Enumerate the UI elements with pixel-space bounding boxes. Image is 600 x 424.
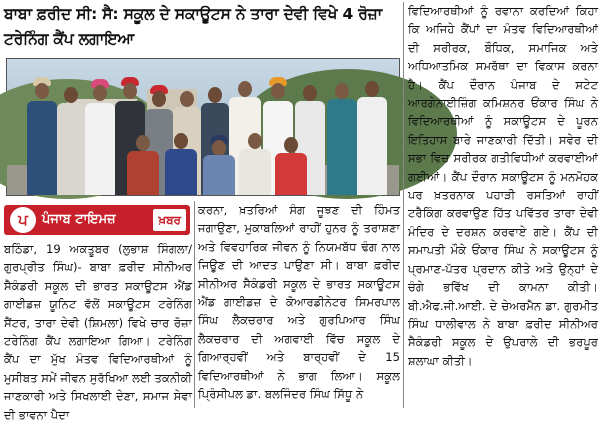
person-figure	[85, 79, 115, 195]
person-figure	[165, 133, 197, 195]
person-figure	[203, 135, 235, 195]
news-tag: ਖ਼ਬਰ	[153, 209, 186, 231]
publication-banner	[4, 205, 190, 235]
person-figure	[57, 83, 85, 195]
column-divider	[403, 2, 404, 408]
article-column-1: ਬਠਿੰਡਾ, 19 ਅਕਤੂਬਰ (ਲੁਭਾਸ਼ ਸਿੰਗਲਾ/ਗੁਰਪ੍ਰੀਤ ਸਿੰਘ)- ਬਾਬਾ ਫ਼ਰੀਦ ਸੀਨੀਅਰ ਸੈਕੰਡਰੀ ਸਕੂਲ ਦੀ ਭਾਰਤ ਸਕਾਊਟਸ ਐਂਡ ਗਾਈਡਜ਼ ਯੂਨਿਟ ਵੱਲੋਂ ਸਕਾਊਟਸ ਟਰੇਨਿੰਗ ਸੈਂਟਰ, ਤਾਰਾ ਦੇਵੀ (ਸ਼ਿਮਲਾ) ਵਿਖੇ ਚਾਰ ਰੋਜ਼ਾ ਟਰੇਨਿੰਗ ਕੈਂਪ ਲਗਾਇਆ ਗਿਆ। ਟਰੇਨਿੰਗ ਕੈਂਪ ਦਾ ਮੁੱਖ ਮੰਤਵ ਵਿਦਿਆਰਥੀਆਂ ਨੂੰ ਮੁਸੀਬਤ ਸਮੇਂ ਜੀਵਨ ਸੁਰੱਖਿਆ ਲਈ ਤਕਨੀਕੀ ਜਾਣਕਾਰੀ ਅਤੇ ਸਿਖਲਾਈ ਦੇਣਾ, ਸਮਾਜ ਸੇਵਾ ਦੀ ਭਾਵਨਾ ਪੈਦਾ	[4, 242, 192, 422]
column-divider	[194, 201, 195, 408]
article-column-2: ਕਰਨਾ, ਖ਼ਤਰਿਆਂ ਸੰਗ ਜੂਝਣ ਦੀ ਹਿੰਮਤ ਜਗਾਉਣਾ, ਮੁਕਾਬਲਿਆਂ ਰਾਹੀਂ ਹੁਨਰ ਨੂੰ ਤਰਾਸ਼ਣਾ ਅਤੇ ਵਿਵਹਾਰਿਕ ਜੀਵਨ ਨੂੰ ਨਿਯਮਬੱਧ ਢੰਗ ਨਾਲ ਜਿਊਣ ਦੀ ਆਦਤ ਪਾਉਣਾ ਸੀ। ਬਾਬਾ ਫ਼ਰੀਦ ਸੀਨੀਅਰ ਸੈਕੰਡਰੀ ਸਕੂਲ ਦੇ ਭਾਰਤ ਸਕਾਊਟਸ ਐਂਡ ਗਾਈਡਜ਼ ਦੇ ਕੋਆਰਡੀਨੇਟਰ ਸਿਮਰਪਾਲ ਸਿੰਘ ਲੈਕਚਰਾਰ ਅਤੇ ਗੁਰਪਿਆਰ ਸਿੰਘ ਲੈਕਚਰਾਰ ਦੀ ਅਗਵਾਈ ਵਿੱਚ ਸਕੂਲ ਦੇ ਗਿਆਰ੍ਹਵੀਂ ਅਤੇ ਬਾਰ੍ਹਵੀਂ ਦੇ 15 ਵਿਦਿਆਰਥੀਆਂ ਨੇ ਭਾਗ ਲਿਆ। ਸਕੂਲ ਪ੍ਰਿੰਸੀਪਲ ਡਾ. ਬਲਜਿੰਦਰ ਸਿੰਘ ਸਿੱਧੂ ਨੇ	[198, 203, 400, 402]
person-figure	[357, 77, 387, 195]
article-column-3: ਵਿਦਿਆਰਥੀਆਂ ਨੂੰ ਰਵਾਨਾ ਕਰਦਿਆਂ ਕਿਹਾ ਕਿ ਅਜਿਹੇ ਕੈਂਪਾਂ ਦਾ ਮੰਤਵ ਵਿਦਿਆਰਥੀਆਂ ਦੀ ਸਰੀਰਕ, ਬੌਧਿਕ, ਸਮਾਜਿਕ ਅਤੇ ਅਧਿਆਤਮਿਕ ਸਮਰੱਥਾ ਦਾ ਵਿਕਾਸ ਕਰਨਾ ਹੈ। ਕੈਂਪ ਦੌਰਾਨ ਪੰਜਾਬ ਦੇ ਸਟੇਟ ਆਰਗੇਨਾਈਜ਼ਿੰਗ ਕਮਿਸ਼ਨਰ ਓਂਕਾਰ ਸਿੰਘ ਨੇ ਵਿਦਿਆਰਥੀਆਂ ਨੂੰ ਸਕਾਊਟਸ ਦੇ ਪੂਰਨ ਇਤਿਹਾਸ ਬਾਰੇ ਜਾਣਕਾਰੀ ਦਿੱਤੀ। ਸਵੇਰ ਦੀ ਸਭਾ ਵਿਚ ਸਰੀਰਕ ਗਤੀਵਿਧੀਆਂ ਕਰਵਾਈਆਂ ਗਈਆਂ। ਕੈਂਪ ਦੌਰਾਨ ਸਕਾਊਟਸ ਨੂੰ ਮਨਮੋਹਕ ਪਰ ਖ਼ਤਰਨਾਕ ਪਹਾੜੀ ਰਸਤਿਆਂ ਰਾਹੀਂ ਟਰੈਕਿੰਗ ਕਰਵਾਉਣ ਹਿੱਤ ਪਵਿੱਤਰ ਤਾਰਾ ਦੇਵੀ ਮੰਦਿਰ ਦੇ ਦਰਸ਼ਨ ਕਰਵਾਏ ਗਏ। ਕੈਂਪ ਦੀ ਸਮਾਪਤੀ ਮੌਕੇ ਓਂਕਾਰ ਸਿੰਘ ਨੇ ਸਕਾਊਟਸ ਨੂੰ ਪ੍ਰਮਾਣ-ਪੱਤਰ ਪ੍ਰਦਾਨ ਕੀਤੇ ਅਤੇ ਉਨ੍ਹਾਂ ਦੇ ਚੰਗੇ ਭਵਿੱਖ ਦੀ ਕਾਮਨਾ ਕੀਤੀ। ਬੀ.ਐਫ.ਜੀ.ਆਈ. ਦੇ ਚੇਅਰਮੈਨ ਡਾ. ਗੁਰਮੀਤ ਸਿੰਘ ਧਾਲੀਵਾਲ ਨੇ ਬਾਬਾ ਫ਼ਰੀਦ ਸੀਨੀਅਰ ਸੈਕੰਡਰੀ ਸਕੂਲ ਦੇ ਉਪਰਾਲੇ ਦੀ ਭਰਪੂਰ ਸ਼ਲਾਘਾ ਕੀਤੀ।	[408, 4, 598, 368]
article-headline: ਬਾਬਾ ਫ਼ਰੀਦ ਸੀ: ਸੈ: ਸਕੂਲ ਦੇ ਸਕਾਊਟਸ ਨੇ ਤਾਰਾ ਦੇਵੀ ਵਿਖੇ 4 ਰੋਜ਼ਾ ਟਰੇਨਿੰਗ ਕੈਂਪ ਲਗਾਇਆ	[4, 5, 382, 48]
publication-logo-icon: ਪ	[10, 207, 36, 233]
person-figure	[239, 133, 271, 195]
publication-name: ਪੰਜਾਬ ਟਾਇਮਜ਼	[42, 212, 116, 227]
person-figure	[27, 77, 57, 195]
group-photo	[6, 58, 400, 196]
person-figure	[275, 137, 307, 195]
person-figure	[127, 135, 159, 195]
person-figure	[327, 79, 357, 195]
